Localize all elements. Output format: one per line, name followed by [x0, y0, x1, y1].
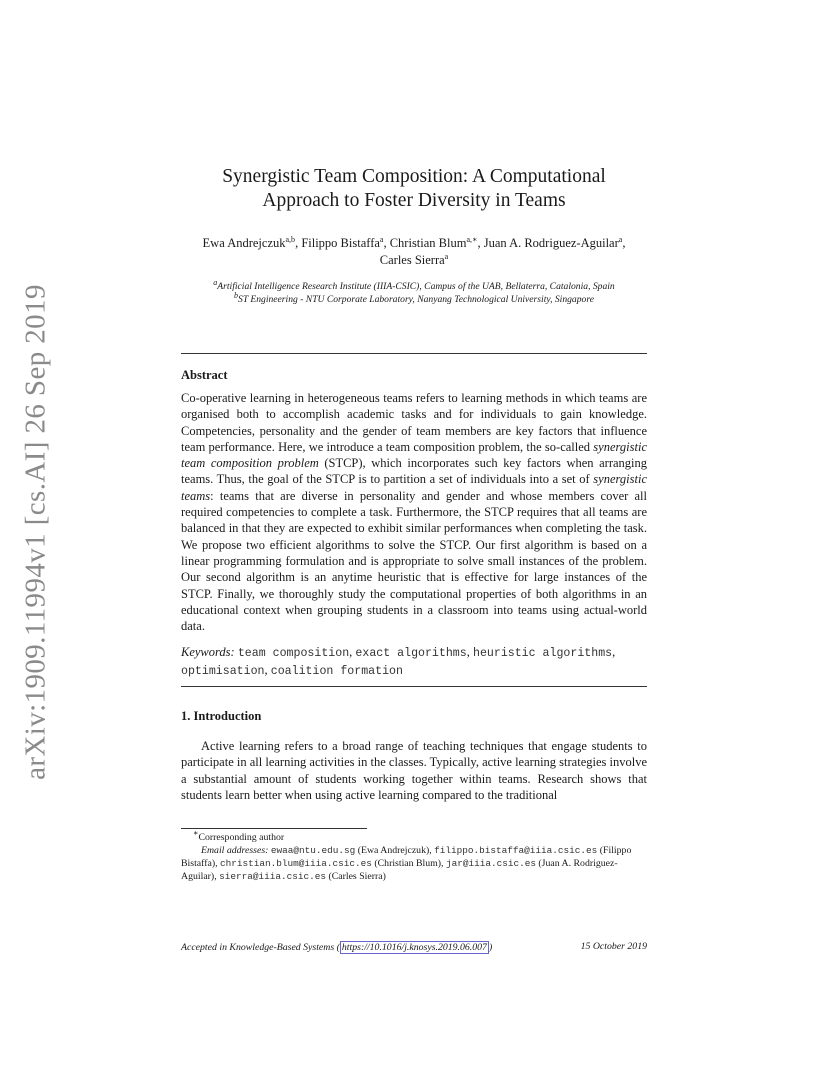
author-affil-mark: a	[444, 251, 449, 261]
author-line-2	[168, 252, 660, 269]
email-address[interactable]: christian.blum@iiia.csic.es	[220, 858, 372, 869]
affiliation	[160, 290, 668, 306]
footnote-mark: ∗	[193, 828, 199, 838]
affiliation-text: Artificial Intelligence Research Institute (IIIA-CSIC), Campus of the UAB, Bellaterra, Catalonia, Spain	[217, 281, 615, 292]
email-address[interactable]: jar@iiia.csic.es	[445, 858, 536, 869]
email-addresses	[181, 844, 647, 883]
author-line-1	[168, 235, 660, 252]
abstract-emphasis: synergistic team composition problem	[181, 439, 647, 471]
abstract-bottom-rule	[181, 686, 647, 687]
email-address[interactable]: filippo.bistaffa@iiia.csic.es	[434, 845, 598, 856]
author-list	[168, 235, 660, 269]
email-address[interactable]: sierra@iiia.csic.es	[219, 871, 326, 882]
keyword: heuristic algorithms	[472, 647, 613, 660]
abstract-part: (STCP), which incorporates such key factors when arranging teams. Thus, the goal of the STCP is to partition a set of individuals into a set of	[181, 456, 647, 487]
abstract-heading: Abstract	[181, 368, 228, 382]
keywords: Keywords: team composition, exact algorithms, heuristic algorithms, optimisation, coalition formation	[181, 645, 616, 678]
abstract-text	[181, 390, 647, 634]
author-affil-mark: a	[379, 234, 384, 244]
corresponding-author-note	[181, 828, 647, 844]
author-separator: ,	[383, 236, 390, 250]
email-owner: (Ewa Andrejczuk),	[357, 845, 432, 856]
keyword: team composition	[237, 647, 350, 660]
footnotes	[181, 828, 647, 883]
email-address[interactable]: ewaa@ntu.edu.sg	[270, 845, 356, 856]
abstract-part: : teams that are diverse in personality and gender and whose members cover all required competencies to complete a task. Furthermore, the STCP requires that all teams are balanced in that they are expected to exhibit similar performances when completing the task. We propose two efficient algorithms to solve the STCP. Our first algorithm is based on a linear programming formulation and is appropriate to solve small instances of the problem. Our second algorithm is an anytime heuristic that is effective for large instances of the STCP. Finally, we thoroughly study the computational properties of both algorithms in an educational context when grouping students in a classroom into teams using actual-world data.	[181, 488, 647, 634]
email-owner: (Juan A. Rodriguez-Aguilar),	[181, 858, 618, 882]
abstract-part: Co-operative learning in heterogeneous teams refers to learning methods in which teams are organised both to accomplish academic tasks and for individuals to gain knowledge. Competencies, personality and the gender of team members are key factors that influence team performance. Here, we introduce a team composition problem, the so-called	[181, 391, 647, 454]
affiliation-mark: a	[213, 277, 218, 287]
author-affil-mark: a,b	[285, 234, 296, 244]
doi-link[interactable]: https://10.1016/j.knosys.2019.06.007	[341, 942, 487, 953]
title-line-1: Synergistic Team Composition: A Computational	[222, 166, 606, 187]
affiliation-mark: b	[234, 290, 239, 300]
author-affil-mark: a,∗	[466, 234, 478, 244]
keyword: coalition formation	[270, 665, 403, 678]
author-affil-mark: a	[618, 234, 623, 244]
author-name: Filippo Bistaffa	[301, 236, 380, 250]
keyword: exact algorithms	[355, 647, 467, 660]
footer-journal: Accepted in Knowledge-Based Systems (	[181, 942, 340, 953]
footer-date: 15 October 2019	[580, 941, 647, 952]
author-separator: ,	[295, 236, 302, 250]
abstract-top-rule	[181, 353, 647, 354]
affiliations	[160, 277, 668, 306]
footnote-rule	[181, 828, 367, 829]
title-line-2: Approach to Foster Diversity in Teams	[262, 190, 566, 211]
corresponding-author-text: Corresponding author	[198, 832, 285, 843]
arxiv-identifier: arXiv:1909.11994v1 [cs.AI] 26 Sep 2019	[19, 284, 52, 780]
abstract-emphasis: synergistic teams	[181, 472, 647, 503]
author-name: Christian Blum	[389, 236, 467, 250]
page-footer	[181, 941, 647, 954]
email-owner: (Christian Blum),	[374, 858, 444, 869]
author-name: Juan A. Rodriguez-Aguilar	[483, 236, 619, 250]
introduction-text: Active learning refers to a broad range of teaching techniques that engage students to participate in all learning activities in the classes. Typically, active learning strategies involve a substantial amount of students working together within teams. Research shows that students learn better when using active learning compared to the traditional	[181, 739, 647, 802]
email-owner: (Carles Sierra)	[328, 871, 386, 882]
author-name: Carles Sierra	[379, 253, 445, 267]
author-name: Ewa Andrejczuk	[202, 236, 286, 250]
footer-suffix: )	[488, 942, 493, 953]
author-separator: ,	[622, 236, 626, 250]
affiliation-text: ST Engineering - NTU Corporate Laboratory, Nanyang Technological University, Singapore	[238, 294, 594, 305]
keyword: optimisation	[181, 665, 265, 678]
section-heading: 1. Introduction	[181, 709, 262, 723]
email-label: Email addresses:	[201, 845, 269, 856]
author-separator: ,	[477, 236, 484, 250]
keywords-label: Keywords:	[181, 645, 235, 659]
email-owner: (Filippo Bistaffa),	[181, 845, 632, 869]
paper-title	[180, 165, 648, 213]
